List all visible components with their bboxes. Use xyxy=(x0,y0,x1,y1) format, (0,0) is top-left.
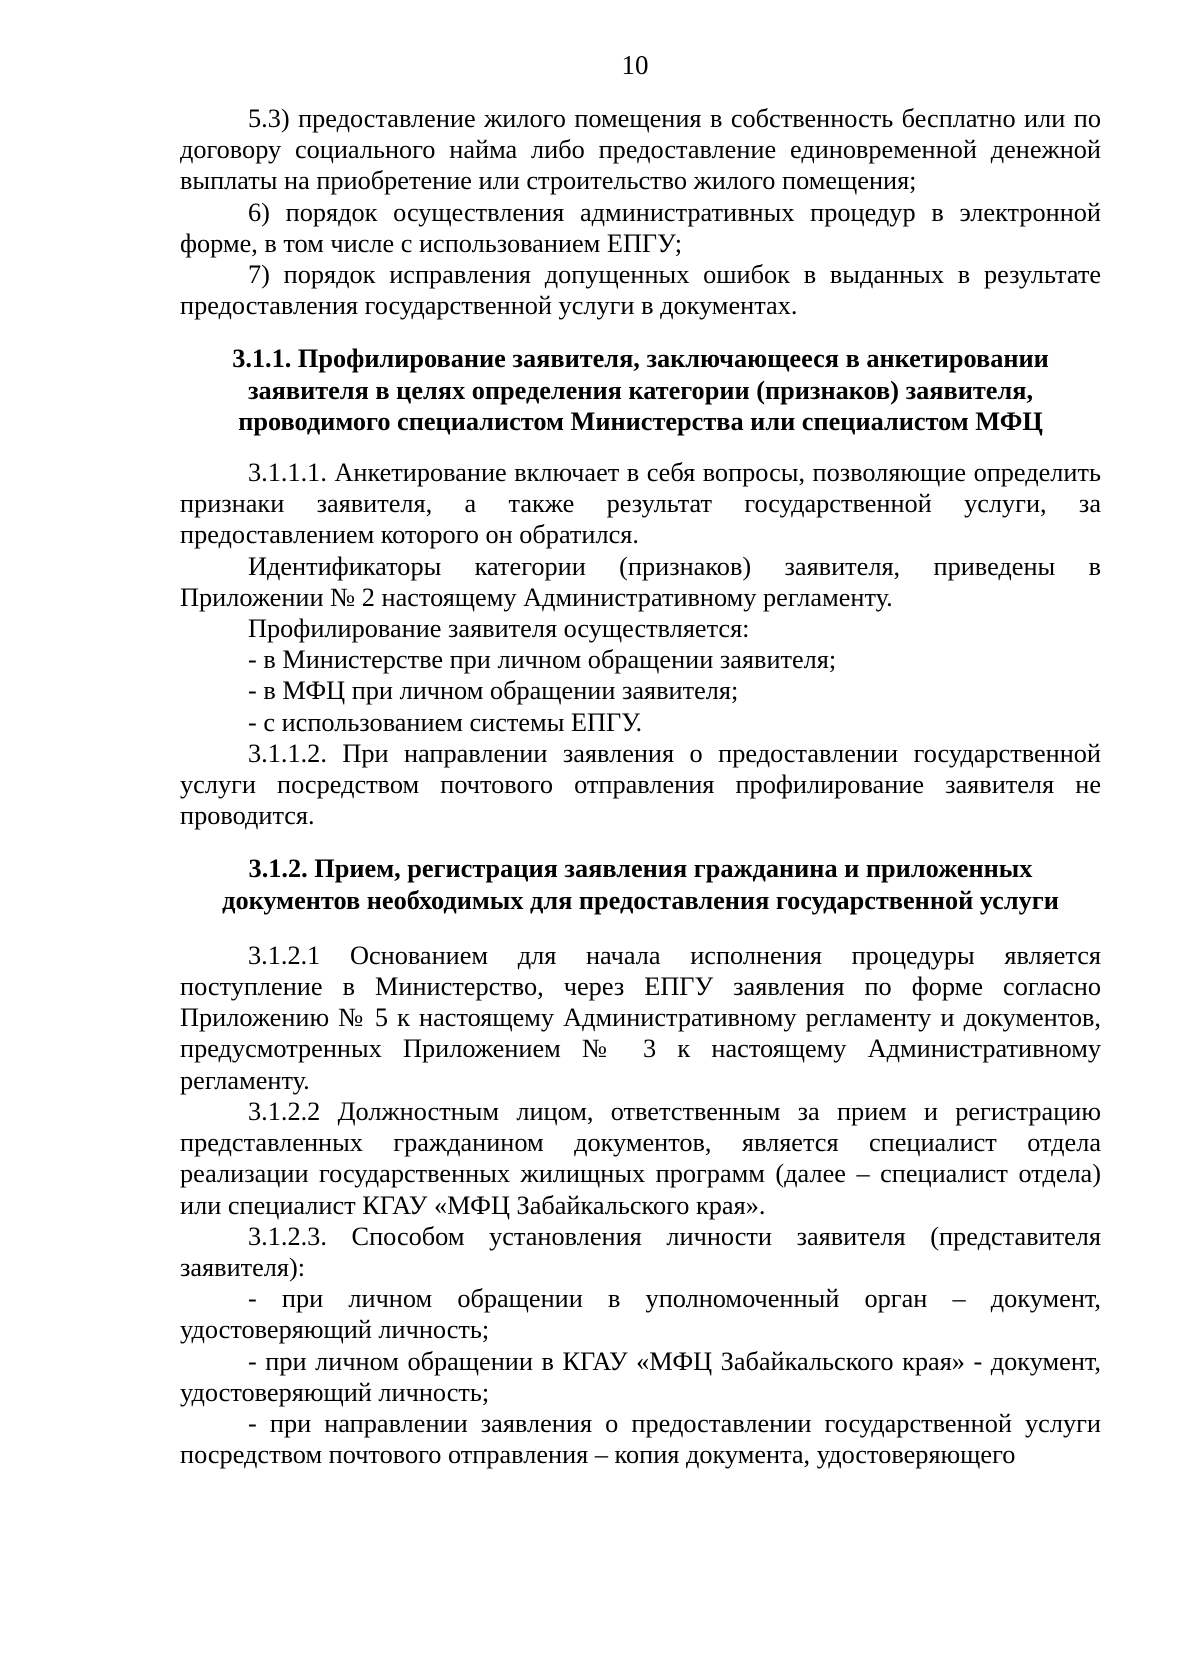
page-number: 10 xyxy=(621,50,649,80)
document-body xyxy=(180,103,1101,1470)
paragraph-3-1-1-2: 3.1.1.2. При направлении заявления о предоставлении государственной услуги посредством почтового отправления профилирование заявителя не проводится. xyxy=(180,738,1101,831)
paragraph-item-5-3: 5.3) предоставление жилого помещения в собственность бесплатно или по договору социального найма либо предоставление единовременной денежной выплаты на приобретение или строительство жилого помещения; xyxy=(180,104,1101,196)
paragraph-3-1-1-1: 3.1.1.1. Анкетирование включает в себя вопросы, позволяющие определить признаки заявителя, а также результат государственной услуги, за предоставлением которого он обратился. xyxy=(180,458,1101,550)
paragraph-item-6: 6) порядок осуществления административных процедур в электронной форме, в том числе с использованием ЕПГУ; xyxy=(180,197,1101,258)
heading-line: документов необходимых для предоставления государственной услуги xyxy=(222,885,1059,915)
paragraph-3-1-2-1: 3.1.2.1 Основанием для начала исполнения процедуры является поступление в Министерство, через ЕПГУ заявления по форме согласно Приложению № 5 к настоящему Административному регламенту и документов, предусмотренных Приложением № 3 к настоящему Административному регламенту. xyxy=(180,940,1101,1095)
heading-line: заявителя в целях определения категории (признаков) заявителя, xyxy=(247,375,1034,405)
list-item: - при личном обращении в уполномоченный орган – документ, удостоверяющий личность; xyxy=(180,1284,1101,1345)
section-heading-3-1-1 xyxy=(180,343,1101,437)
paragraph-3-1-2-3: 3.1.2.3. Способом установления личности заявителя (представителя заявителя): xyxy=(180,1221,1101,1282)
paragraph-identifiers: Идентификаторы категории (признаков) заявителя, приведены в Приложении № 2 настоящему Административному регламенту. xyxy=(180,551,1101,612)
paragraph-3-1-2-2: 3.1.2.2 Должностным лицом, ответственным за прием и регистрацию представленных гражданином документов, является специалист отдела реализации государственных жилищных программ (далее – специалист отдела) или специалист КГАУ «МФЦ Забайкальского края». xyxy=(180,1096,1101,1220)
heading-line: проводимого специалистом Министерства или специалистом МФЦ xyxy=(238,406,1043,436)
heading-line: 3.1.2. Прием, регистрация заявления гражданина и приложенных xyxy=(248,854,1033,884)
list-item: - при направлении заявления о предоставлении государственной услуги посредством почтового отправления – копия документа, удостоверяющего xyxy=(180,1408,1101,1470)
list-item: - при личном обращении в КГАУ «МФЦ Забайкальского края» - документ, удостоверяющий личность; xyxy=(180,1346,1101,1407)
list-item: - в МФЦ при личном обращении заявителя; xyxy=(248,676,739,706)
paragraph-item-7: 7) порядок исправления допущенных ошибок в выданных в результате предоставления государственной услуги в документах. xyxy=(180,260,1101,321)
list-item: - с использованием системы ЕПГУ. xyxy=(248,707,643,737)
list-item: - в Министерстве при личном обращении заявителя; xyxy=(248,645,837,675)
paragraph-profiling-intro: Профилирование заявителя осуществляется: xyxy=(248,614,750,644)
section-heading-3-1-2 xyxy=(180,853,1101,915)
heading-line: 3.1.1. Профилирование заявителя, заключающееся в анкетировании xyxy=(232,344,1049,374)
